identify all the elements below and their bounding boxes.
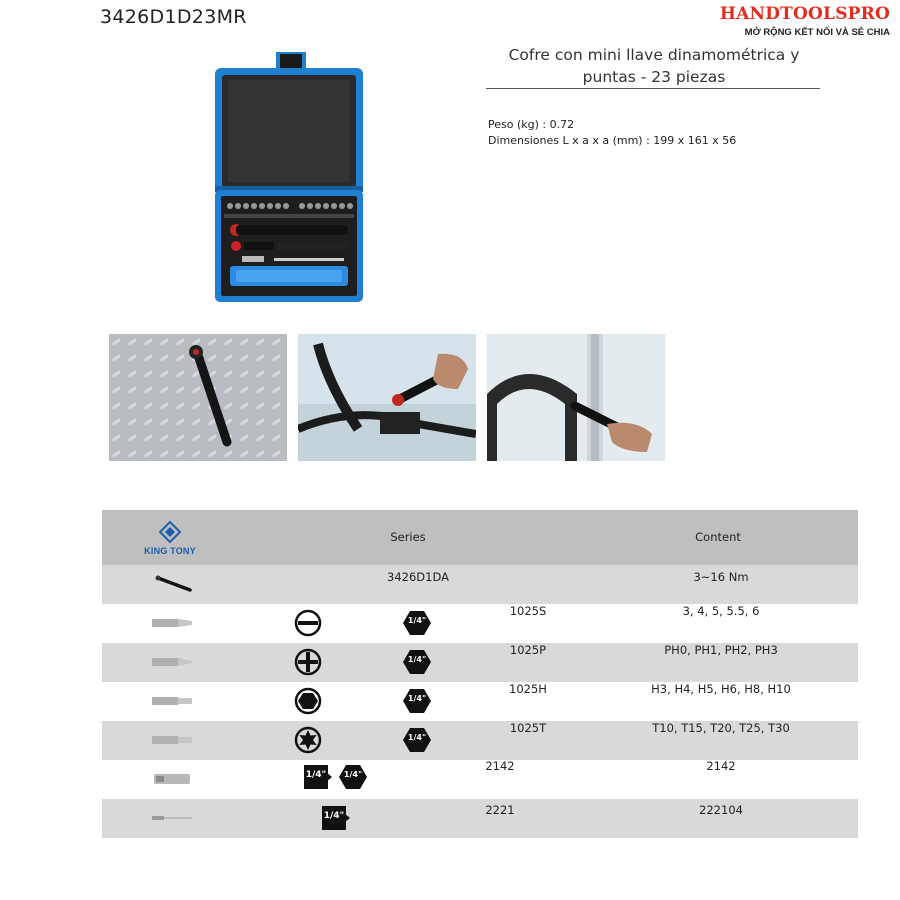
brand-block [720, 4, 890, 38]
header-content: Content [695, 530, 741, 544]
product-title [486, 44, 822, 88]
title-line-2: puntas - 23 piezas [582, 68, 726, 86]
king-tony-emblem-icon [159, 521, 181, 543]
row-series: 1025S [509, 604, 547, 618]
row-content: T10, T15, T20, T25, T30 [652, 721, 790, 735]
hex-drive-label: 1/4" [407, 694, 427, 703]
table-row [102, 721, 858, 760]
row-series: 2142 [485, 759, 515, 773]
adaptor-icon [152, 772, 194, 786]
usage-photo-handlebar [298, 334, 476, 461]
torx-icon [294, 726, 322, 754]
bit-icon [152, 695, 194, 707]
bit-icon [152, 656, 194, 668]
row-content: 222104 [699, 803, 743, 817]
row-content: H3, H4, H5, H6, H8, H10 [651, 682, 791, 696]
hex-drive-label: 1/4" [407, 655, 427, 664]
brand-name: HANDTOOLSPRO [719, 4, 890, 24]
phillips-icon [294, 648, 322, 676]
square-drive-label: 1/4" [305, 770, 327, 780]
row-series: 2221 [485, 803, 515, 817]
king-tony-logo-text: KING TONY [144, 546, 196, 556]
row-content: 3, 4, 5, 5.5, 6 [682, 604, 760, 618]
hex-icon [294, 687, 322, 715]
row-content: 3~16 Nm [693, 570, 749, 584]
table-row [102, 760, 858, 799]
title-divider [486, 88, 820, 89]
hex-drive-label: 1/4" [407, 733, 427, 742]
table-row [102, 799, 858, 838]
hex-drive-label: 1/4" [407, 616, 427, 625]
table-row [102, 604, 858, 643]
row-content: PH0, PH1, PH2, PH3 [664, 643, 778, 657]
hex-drive-label: 1/4" [343, 770, 363, 779]
square-drive-label: 1/4" [323, 811, 345, 821]
row-series: 3426D1DA [387, 570, 449, 584]
spec-dimensions: Dimensiones L x a x a (mm) : 199 x 161 x 56 [488, 134, 737, 147]
row-series: 1025T [509, 721, 547, 735]
table-row [102, 565, 858, 604]
usage-photo-bike-wheel [487, 334, 665, 461]
extension-bar-icon [152, 813, 194, 823]
row-content: 2142 [706, 759, 736, 773]
slotted-icon [294, 609, 322, 637]
header-series: Series [390, 530, 426, 544]
table-row [102, 682, 858, 721]
product-case-photo [214, 50, 364, 306]
usage-photo-tread-plate [109, 334, 287, 461]
table-header-row [102, 510, 858, 565]
title-line-1: Cofre con mini llave dinamométrica y [508, 46, 800, 64]
row-series: 1025P [509, 643, 547, 657]
king-tony-logo [140, 521, 200, 556]
table-row [102, 643, 858, 682]
bit-icon [152, 734, 194, 746]
row-series: 1025H [509, 682, 547, 696]
torque-wrench-icon [154, 574, 194, 594]
spec-weight: Peso (kg) : 0.72 [488, 118, 575, 131]
product-code: 3426D1D23MR [100, 6, 247, 28]
bit-icon [152, 617, 194, 629]
content-table [102, 510, 858, 838]
brand-tagline: MỞ RỘNG KẾT NỐI VÀ SẺ CHIA [744, 27, 890, 38]
